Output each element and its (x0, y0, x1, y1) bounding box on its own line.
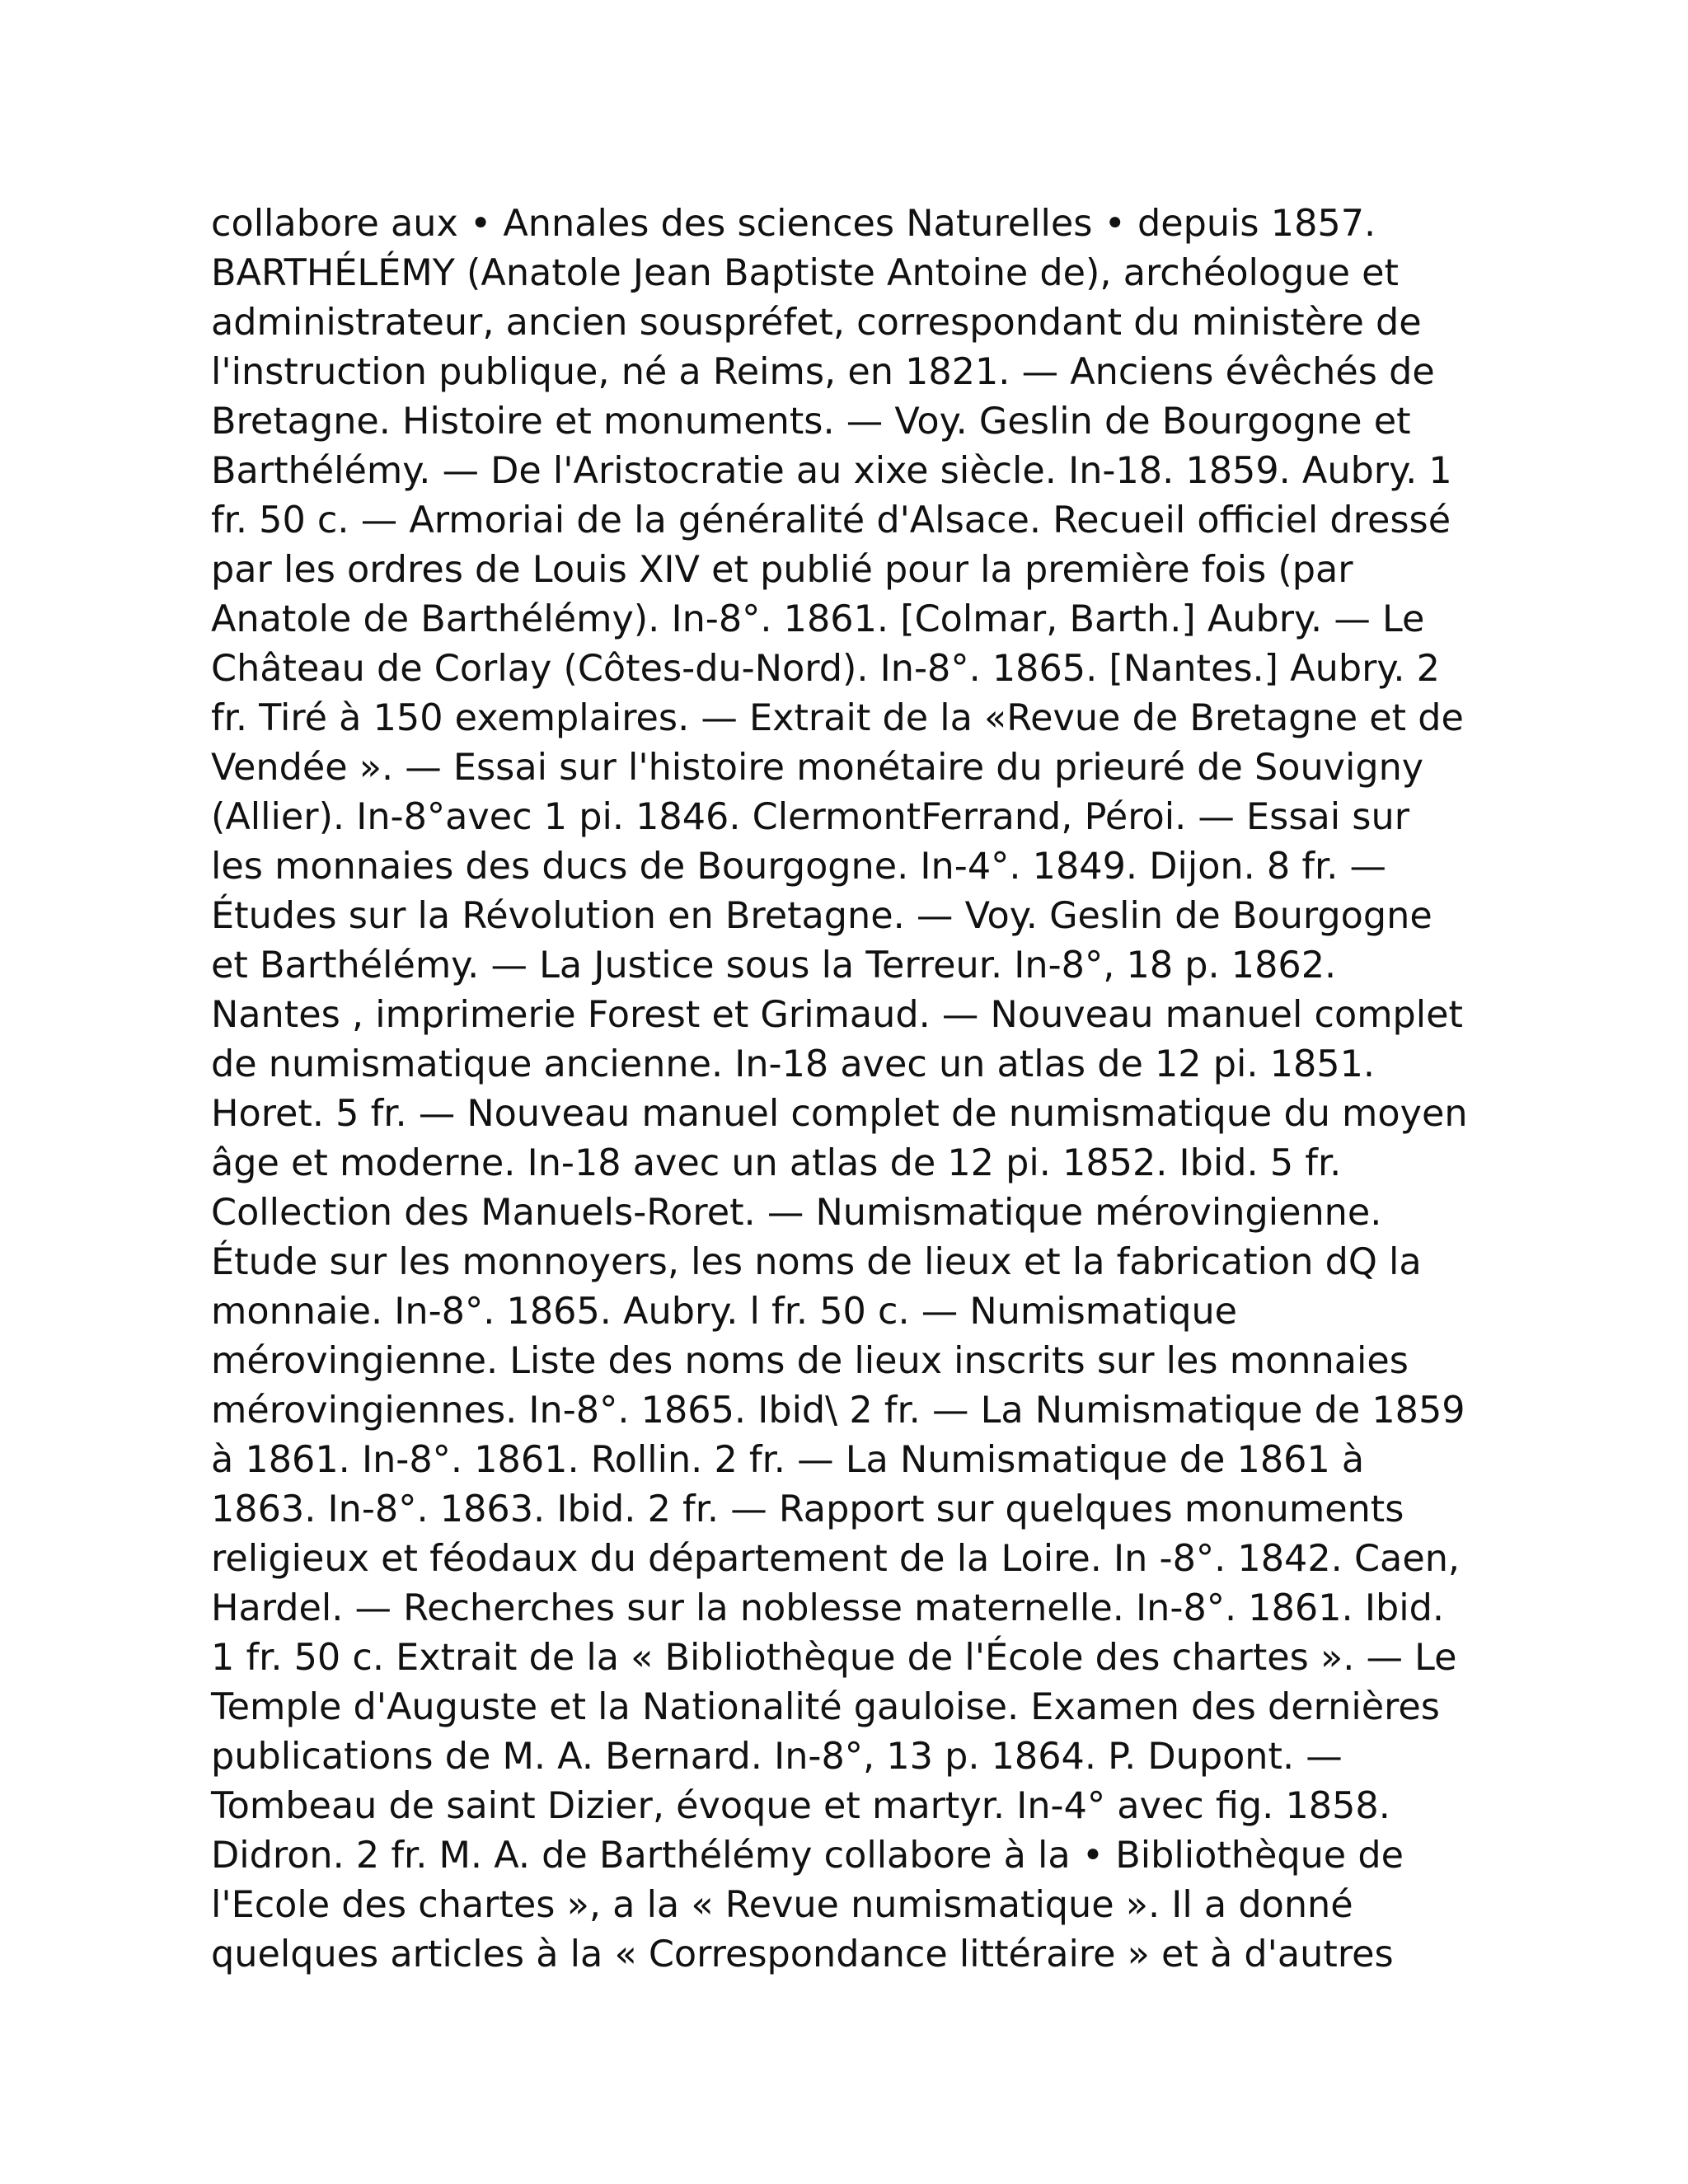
text-line: âge et moderne. In-18 avec un atlas de 12 pi. 1852. Ibid. 5 fr. (211, 1142, 1342, 1184)
text-line: Didron. 2 fr. M. A. de Barthélémy collabore à la • Bibliothèque de (211, 1835, 1404, 1877)
text-line: à 1861. In-8°. 1861. Rollin. 2 fr. — La Numismatique de 1861 à (211, 1439, 1365, 1481)
text-line: administrateur, ancien souspréfet, correspondant du ministère de (211, 302, 1422, 344)
text-line: Horet. 5 fr. — Nouveau manuel complet de numismatique du moyen (211, 1093, 1468, 1135)
text-line: mérovingienne. Liste des noms de lieux inscrits sur les monnaies (211, 1340, 1409, 1382)
text-line: fr. 50 c. — Armoriai de la généralité d'Alsace. Recueil officiel dressé (211, 499, 1451, 541)
body-text (211, 199, 1497, 1980)
text-line: publications de M. A. Bernard. In-8°, 13 p. 1864. P. Dupont. — (211, 1736, 1343, 1778)
text-line: monnaie. In-8°. 1865. Aubry. l fr. 50 c. — Numismatique (211, 1291, 1238, 1333)
text-line: collabore aux • Annales des sciences Naturelles • depuis 1857. (211, 203, 1376, 245)
text-line: Collection des Manuels-Roret. — Numismatique mérovingienne. (211, 1192, 1382, 1234)
text-line: BARTHÉLÉMY (Anatole Jean Baptiste Antoine de), archéologue et (211, 252, 1399, 294)
text-line: Études sur la Révolution en Bretagne. — Voy. Geslin de Bourgogne (211, 895, 1432, 937)
text-line: 1 fr. 50 c. Extrait de la « Bibliothèque de l'École des chartes ». — Le (211, 1637, 1457, 1679)
text-line: religieux et féodaux du département de la Loire. In -8°. 1842. Caen, (211, 1538, 1461, 1580)
text-line: Bretagne. Histoire et monuments. — Voy. Geslin de Bourgogne et (211, 401, 1411, 443)
text-line: (Allier). In-8°avec 1 pi. 1846. ClermontFerrand, Péroi. — Essai sur (211, 796, 1409, 838)
text-line: Barthélémy. — De l'Aristocratie au xixe siècle. In-18. 1859. Aubry. 1 (211, 450, 1452, 492)
text-line: les monnaies des ducs de Bourgogne. In-4°. 1849. Dijon. 8 fr. — (211, 846, 1387, 888)
text-line: Nantes , imprimerie Forest et Grimaud. — Nouveau manuel complet (211, 994, 1463, 1036)
text-line: par les ordres de Louis XIV et publié pour la première fois (par (211, 549, 1353, 591)
text-line: de numismatique ancienne. In-18 avec un atlas de 12 pi. 1851. (211, 1043, 1376, 1085)
text-line: Étude sur les monnoyers, les noms de lieux et la fabrication dQ la (211, 1241, 1422, 1283)
text-line: quelques articles à la « Correspondance littéraire » et à d'autres (211, 1933, 1394, 1975)
text-line: 1863. In-8°. 1863. Ibid. 2 fr. — Rapport sur quelques monuments (211, 1488, 1404, 1530)
text-line: l'instruction publique, né a Reims, en 1821. — Anciens évêchés de (211, 351, 1435, 393)
text-line: Château de Corlay (Côtes-du-Nord). In-8°. 1865. [Nantes.] Aubry. 2 (211, 648, 1440, 690)
text-line: Temple d'Auguste et la Nationalité gauloise. Examen des dernières (211, 1686, 1440, 1728)
text-line: fr. Tiré à 150 exemplaires. — Extrait de la «Revue de Bretagne et de (211, 697, 1464, 739)
text-line: mérovingiennes. In-8°. 1865. Ibid\ 2 fr. — La Numismatique de 1859 (211, 1390, 1465, 1432)
text-line: Vendée ». — Essai sur l'histoire monétaire du prieuré de Souvigny (211, 747, 1424, 789)
text-line: l'Ecole des chartes », a la « Revue numismatique ». Il a donné (211, 1884, 1353, 1926)
text-line: et Barthélémy. — La Justice sous la Terreur. In-8°, 18 p. 1862. (211, 944, 1337, 987)
text-line: Tombeau de saint Dizier, évoque et martyr. In-4° avec fig. 1858. (211, 1785, 1390, 1827)
text-line: Hardel. — Recherches sur la noblesse maternelle. In-8°. 1861. Ibid. (211, 1587, 1444, 1629)
text-line: Anatole de Barthélémy). In-8°. 1861. [Colmar, Barth.] Aubry. — Le (211, 598, 1425, 640)
